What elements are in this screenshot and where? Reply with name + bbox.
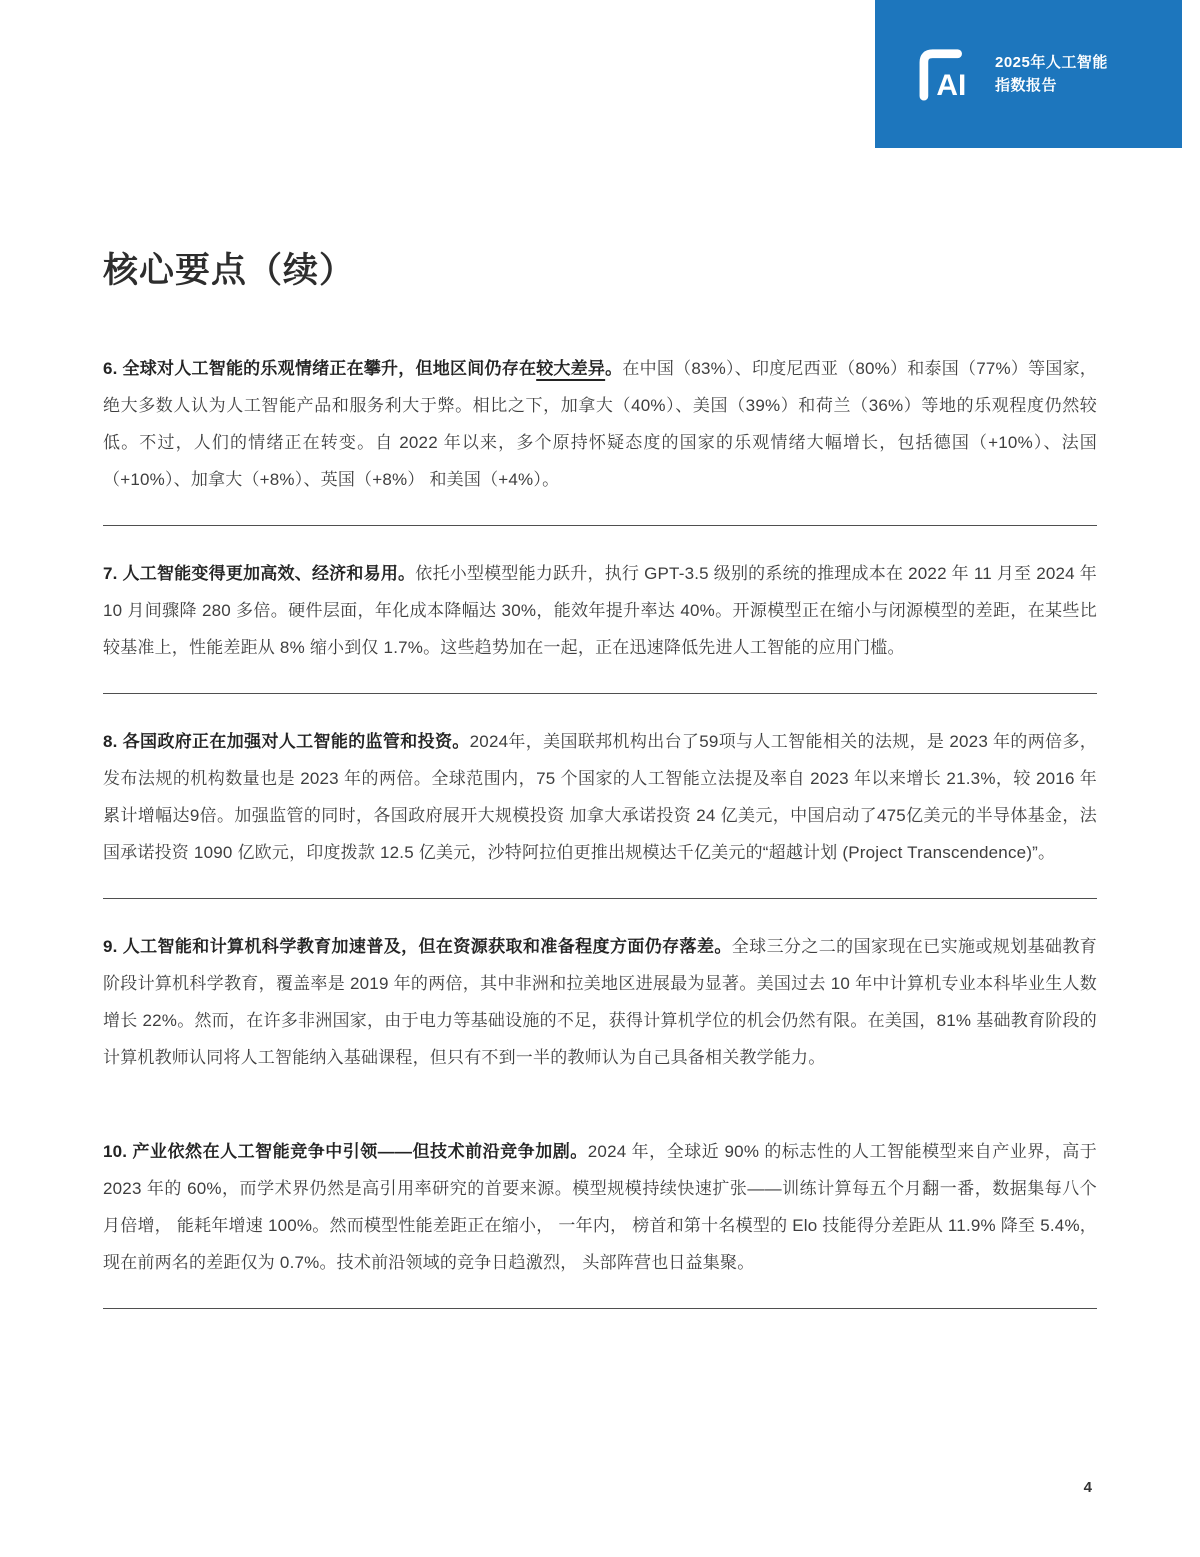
takeaway-lead-emphasis: 较大差异: [536, 359, 606, 378]
report-header-badge: [875, 0, 1182, 148]
takeaway-lead: 7. 人工智能变得更加高效、经济和易用。: [103, 564, 416, 583]
section-gap: [103, 1076, 1097, 1133]
takeaway-item-10: [103, 1133, 1097, 1281]
takeaway-paragraph: [103, 723, 1097, 871]
svg-text:AI: AI: [936, 69, 967, 101]
report-title: [995, 51, 1108, 97]
page-content: [103, 248, 1097, 1338]
takeaway-paragraph: [103, 1133, 1097, 1281]
section-divider: [103, 693, 1097, 694]
takeaway-body: 2024年，美国联邦机构出台了59项与人工智能相关的法规，是 2023 年的两倍多，发布法规的机构数量也是 2023 年的两倍。全球范围内，75 个国家的人工智能立法提及率自 2023 年以来增长 21.3%，较 2016 年累计增幅达9倍。加强监管的同时，各国政府展开大规模投资 加拿大承诺投资 24 亿美元，中国启动了475亿美元的半导体基金，法国承诺投资 1090 亿欧元，印度拨款 12.5 亿美元，沙特阿拉伯更推出规模达千亿美元的“超越计划 (Project Transcendence)”。: [103, 732, 1097, 862]
report-title-line1: 2025年人工智能: [995, 54, 1108, 71]
report-title-line2: 指数报告: [995, 77, 1058, 94]
takeaway-body: 在中国（83%）、印度尼西亚（80%）和泰国（77%）等国家，绝大多数人认为人工智能产品和服务利大于弊。相比之下，加拿大（40%）、美国（39%）和荷兰（36%）等地的乐观程度仍然较低。不过，人们的情绪正在转变。自 2022 年以来，多个原持怀疑态度的国家的乐观情绪大幅增长，包括德国（+10%）、法国（+10%）、加拿大（+8%）、英国（+8%） 和美国（+4%）。: [103, 359, 1098, 489]
takeaway-item-7: [103, 555, 1097, 666]
takeaway-item-8: [103, 723, 1097, 871]
takeaway-lead: 6. 全球对人工智能的乐观情绪正在攀升，但地区间仍存在: [103, 359, 537, 378]
takeaway-lead: 10. 产业依然在人工智能竞争中引领——但技术前沿竞争加剧。: [103, 1142, 588, 1161]
takeaway-body: 依托小型模型能力跃升，执行 GPT-3.5 级别的系统的推理成本在 2022 年 11 月至 2024 年 10 月间骤降 280 多倍。硬件层面，年化成本降幅达 30%，能效年提升率达 40%。开源模型正在缩小与闭源模型的差距，在某些比较基准上，性能差距从 8% 缩小到仅 1.7%。这些趋势加在一起，正在迅速降低先进人工智能的应用门槛。: [103, 564, 1097, 657]
takeaway-item-6: [103, 350, 1097, 498]
section-divider: [103, 1308, 1097, 1309]
section-divider: [103, 525, 1097, 526]
takeaway-body: 2024 年，全球近 90% 的标志性的人工智能模型来自产业界，高于 2023 年的 60%，而学术界仍然是高引用率研究的首要来源。模型规模持续快速扩张——训练计算每五个月翻一番，数据集每八个月倍增， 能耗年增速 100%。然而模型性能差距正在缩小， 一年内， 榜首和第十名模型的 Elo 技能得分差距从 11.9% 降至 5.4%， 现在前两名的差距仅为 0.7%。技术前沿领域的竞争日趋激烈， 头部阵营也日益集聚。: [103, 1142, 1098, 1272]
ai-index-logo-icon: [917, 47, 979, 101]
takeaway-body: 全球三分之二的国家现在已实施或规划基础教育阶段计算机科学教育，覆盖率是 2019 年的两倍，其中非洲和拉美地区进展最为显著。美国过去 10 年中计算机专业本科毕业生人数增长 22%。然而，在许多非洲国家，由于电力等基础设施的不足，获得计算机学位的机会仍然有限。在美国，81% 基础教育阶段的计算机教师认同将人工智能纳入基础课程，但只有不到一半的教师认为自己具备相关教学能力。: [103, 937, 1097, 1067]
takeaway-item-9: [103, 928, 1097, 1076]
takeaway-lead: 8. 各国政府正在加强对人工智能的监管和投资。: [103, 732, 470, 751]
takeaway-paragraph: 6. 全球对人工智能的乐观情绪正在攀升，但地区间仍存在较大差异。在中国（83%）、印度尼西亚（80%）和泰国（77%）等国家，绝大多数人认为人工智能产品和服务利大于弊。相比之下，加拿大（40%）、美国（39%）和荷兰（36%）等地的乐观程度仍然较低。不过，人们的情绪正在转变。自 2022 年以来，多个原持怀疑态度的国家的乐观情绪大幅增长，包括德国（+10%）、法国（+10%）、加拿大（+8%）、英国（+8%） 和美国（+4%）。: [103, 359, 1098, 489]
page-number: 4: [1083, 1479, 1092, 1496]
section-divider: [103, 898, 1097, 899]
takeaway-paragraph: [103, 928, 1097, 1076]
takeaway-lead: 9. 人工智能和计算机科学教育加速普及，但在资源获取和准备程度方面仍存落差。: [103, 937, 732, 956]
takeaway-paragraph: [103, 555, 1097, 666]
page-title: 核心要点（续）: [103, 251, 356, 290]
